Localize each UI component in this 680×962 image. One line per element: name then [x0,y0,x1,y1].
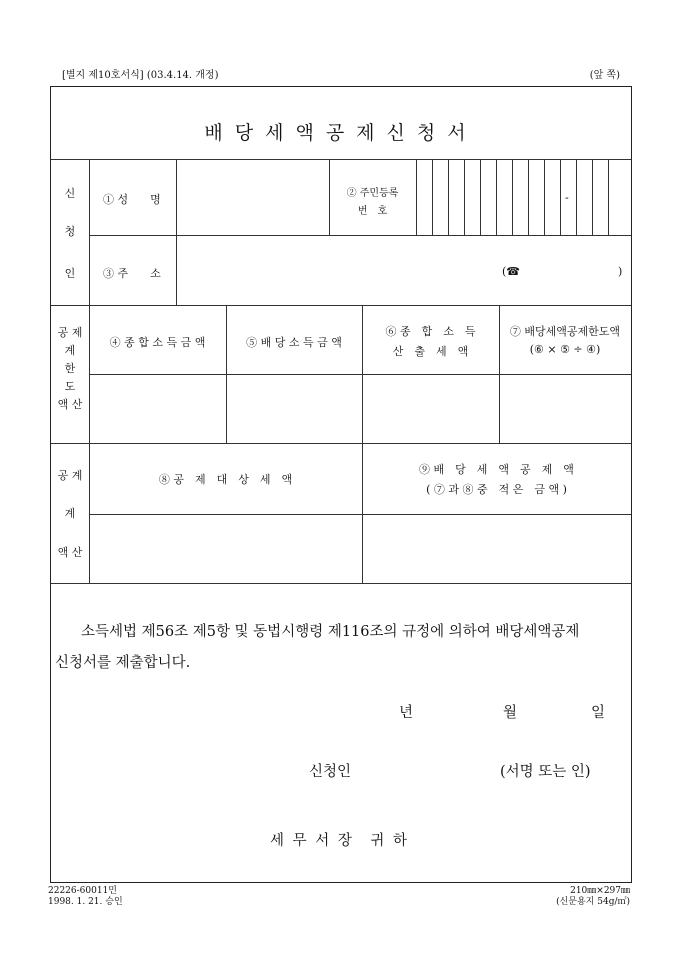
divider-limit [51,443,631,444]
phone-suffix: ) [618,265,623,278]
dividend-credit-label-1: ⑨ 배 당 세 액 공 제 액 [419,463,574,476]
deduction-side-label-2: 계 [64,507,76,520]
computed-tax-field[interactable] [363,375,498,442]
form-title: 배당세액공제신청서 [204,122,478,144]
credit-limit-label-2: (⑥ × ⑤ ÷ ④) [529,343,601,356]
rrn-dash: - [565,191,569,204]
form-reference: [별지 제10호서식] (03.4.14. 개정) [62,70,219,81]
address-label: ③ 주 소 [103,267,161,280]
dividend-credit-field[interactable] [363,515,631,582]
limit-side-label-5: 액 산 [57,398,83,411]
page-side-label: (앞 쪽) [589,70,620,81]
paper-size: 210㎜×297㎜ [570,886,630,896]
limit-side-label-3: 한 [64,362,76,375]
gross-income-field[interactable] [90,375,225,442]
limit-side-label-4: 도 [64,380,76,393]
eligible-tax-field[interactable] [90,515,361,582]
dividend-income-field[interactable] [227,375,361,442]
date-day-label: 일 [591,705,606,721]
applicant-side-label-1: 신 [64,187,76,200]
name-field[interactable] [177,160,328,234]
credit-limit-field[interactable] [500,375,631,442]
rrn-digit-boxes[interactable] [416,159,631,235]
signature-note: (서명 또는 인) [500,764,591,780]
date-month-label: 월 [503,705,518,721]
eligible-tax-label: ⑧ 공 제 대 상 세 액 [158,473,293,486]
gross-income-label: ④ 종 합 소 득 금 액 [109,336,206,349]
limit-side-label-2: 계 [64,344,76,357]
dividend-income-label: ⑤ 배 당 소 득 금 액 [246,336,342,349]
address-field[interactable] [177,236,631,305]
declaration-line-2: 신청서를 제출합니다. [55,655,191,671]
approval-date: 1998. 1. 21. 승인 [48,897,123,907]
application-form [50,86,632,883]
rrn-label-1: ② 주민등록 [346,188,399,199]
divider-deduction [51,583,631,584]
credit-limit-label-1: ⑦ 배당세액공제한도액 [509,325,621,338]
form-code: 22226-60011민 [48,886,117,896]
applicant-side-label-2: 청 [64,225,76,238]
applicant-side-label-3: 인 [64,267,76,280]
signature-field[interactable] [361,759,491,787]
declaration-line-1: 소득세법 제56조 제5항 및 동법시행령 제116조의 규정에 의하여 배당세액공제 [81,624,580,640]
date-year-label: 년 [399,705,414,721]
addressee: 세 무 서 장 귀 하 [270,833,409,849]
computed-tax-label-1: ⑥ 종 합 소 득 [385,325,476,338]
rrn-label-2: 번 호 [357,206,388,217]
divider-applicant [51,305,631,306]
limit-side-label-1: 공 제 [57,326,83,339]
applicant-signature-label: 신청인 [309,764,352,780]
phone-prefix: (☎ [502,265,520,278]
deduction-side-label-1: 공 계 [57,469,83,482]
paper-type: (신문용지 54g/㎡) [556,897,630,907]
computed-tax-label-2: 산 출 세 액 [392,345,469,358]
dividend-credit-label-2: ( ⑦ 과 ⑧ 중 적 은 금 액 ) [426,483,567,496]
name-label: ① 성 명 [103,193,161,206]
deduction-side-label-3: 액 산 [57,546,83,559]
